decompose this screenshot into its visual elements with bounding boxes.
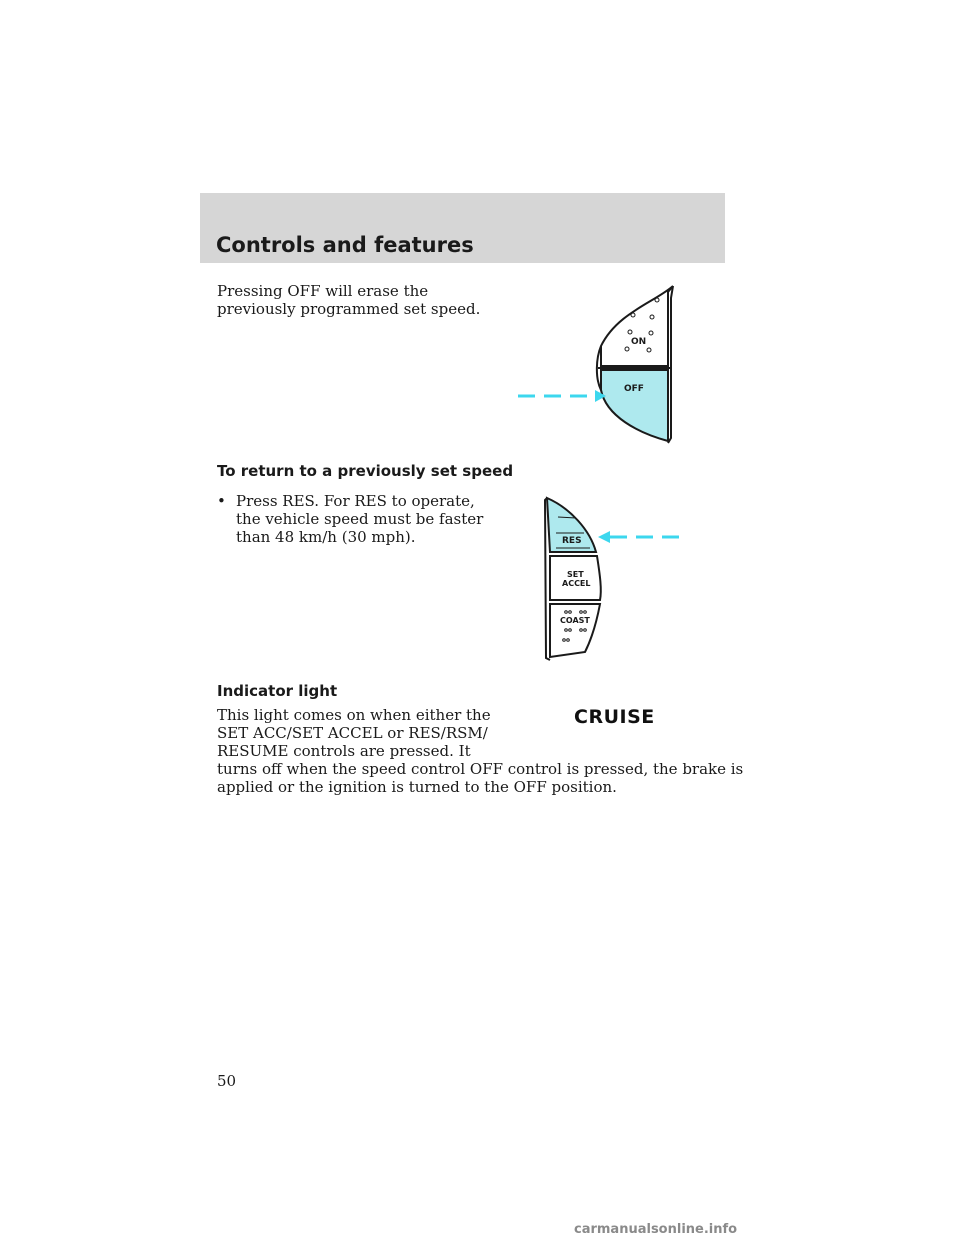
- on-label: ON: [631, 337, 647, 347]
- set-label: SET: [567, 570, 584, 579]
- on-button-shape: [601, 286, 673, 366]
- return-speed-heading: To return to a previously set speed: [217, 462, 514, 480]
- watermark: carmanualsonline.info: [574, 1222, 738, 1237]
- res-label: RES: [562, 536, 582, 546]
- indicator-text-line1: This light comes on when either the: [217, 706, 491, 724]
- indicator-text-line3: RESUME controls are pressed. It: [217, 742, 471, 760]
- speed-control-switch-figure: [530, 490, 710, 665]
- accel-label: ACCEL: [562, 579, 591, 588]
- indicator-text-line4: turns off when the speed control OFF control is pressed, the brake is: [217, 760, 744, 778]
- indicator-text-line5: applied or the ignition is turned to the OFF position.: [217, 778, 617, 796]
- section-title: Controls and features: [216, 233, 474, 257]
- on-off-switch-figure: [505, 278, 685, 448]
- coast-label: COAST: [560, 616, 590, 625]
- res-bullet-line3: than 48 km/h (30 mph).: [236, 528, 416, 546]
- res-bullet-line2: the vehicle speed must be faster: [236, 510, 484, 528]
- page-number: 50: [217, 1072, 237, 1090]
- cruise-indicator-symbol: CRUISE: [574, 706, 655, 728]
- off-button-shape: [601, 370, 668, 441]
- res-bullet-line1: Press RES. For RES to operate,: [236, 492, 475, 510]
- off-text-line1: Pressing OFF will erase the: [217, 282, 429, 300]
- header-band: [200, 193, 725, 263]
- off-text-line2: previously programmed set speed.: [217, 300, 481, 318]
- off-label: OFF: [624, 384, 644, 394]
- coast-button-shape: [550, 604, 600, 657]
- bullet-marker: •: [217, 492, 226, 510]
- indicator-light-heading: Indicator light: [217, 682, 338, 700]
- indicator-text-line2: SET ACC/SET ACCEL or RES/RSM/: [217, 724, 488, 742]
